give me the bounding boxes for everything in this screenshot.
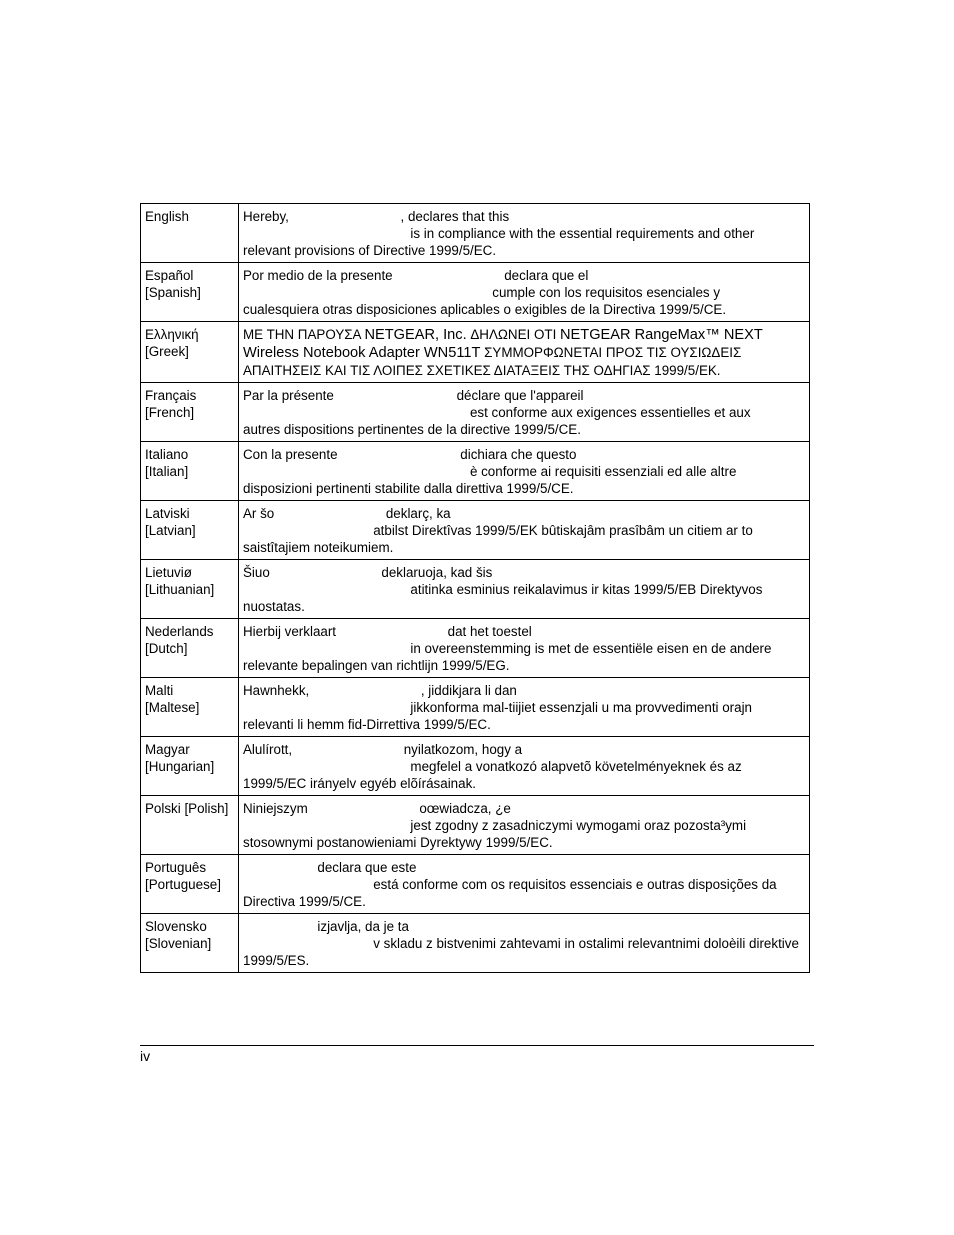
declaration-text-segment: NETGEAR RangeMax™ NEXT [560,327,763,343]
declaration-row [141,855,810,914]
declaration-line: relevante bepalingen van richtlijn 1999/5/EG. [243,658,510,673]
declaration-row [141,560,810,619]
language-cell: Português [Portuguese] [141,855,239,914]
declaration-row [141,322,810,383]
declaration-text-cell [239,796,810,855]
declaration-line: relevant provisions of Directive 1999/5/EC. [243,243,497,258]
declaration-line [243,344,805,362]
declaration-line: 1999/5/ES. [243,953,310,968]
declaration-line: izjavlja, da je ta [243,919,409,934]
declaration-line: saistîtajiem noteikumiem. [243,540,394,555]
declaration-line: disposizioni pertinenti stabilite dalla direttiva 1999/5/CE. [243,481,574,496]
declaration-text-cell [239,560,810,619]
declaration-row [141,678,810,737]
declaration-row [141,501,810,560]
footer-divider [140,1045,814,1046]
declaration-row [141,204,810,263]
declaration-line: 1999/5/EC irányelv egyéb elõírásainak. [243,776,476,791]
language-cell: Ελληνική [Greek] [141,322,239,383]
declaration-line: cumple con los requisitos esenciales y [243,285,721,300]
declaration-line [243,326,805,344]
declaration-row [141,914,810,973]
declaration-line: Directiva 1999/5/CE. [243,894,366,909]
declaration-line: cualesquiera otras disposiciones aplicables o exigibles de la Directiva 1999/5/CE. [243,302,727,317]
declaration-line: está conforme com os requisitos essenciais e outras disposições da [243,877,777,892]
declaration-line: relevanti li hemm fid-Dirrettiva 1999/5/EC. [243,717,491,732]
declaration-line: ΑΠΑΙΤΗΣΕΙΣ ΚΑΙ ΤΙΣ ΛΟΙΠΕΣ ΣΧΕΤΙΚΕΣ ΔΙΑΤΑΞΕΙΣ ΤΗΣ ΟΔΗΓΙΑΣ 1999/5/ΕΚ. [243,363,721,378]
declaration-line: Niniejszym oœwiadcza, ¿e [243,801,511,816]
declaration-line: jikkonforma mal-tiijiet essenzjali u ma provvedimenti orajn [243,700,753,715]
declaration-line: nuostatas. [243,599,305,614]
declaration-line: Alulírott, nyilatkozom, hogy a [243,742,523,757]
language-cell: Français [French] [141,383,239,442]
declaration-text-cell [239,322,810,383]
declaration-text-cell [239,678,810,737]
declaration-line: atitinka esminius reikalavimus ir kitas 1999/5/EB Direktyvos [243,582,763,597]
declaration-text-cell [239,442,810,501]
declaration-line: Hawnhekk, , jiddikjara li dan [243,683,517,698]
declaration-text-cell [239,204,810,263]
page-number: iv [140,1048,151,1064]
declaration-line: Por medio de la presente declara que el [243,268,589,283]
declaration-line: is in compliance with the essential requirements and other [243,226,755,241]
language-cell: Malti [Maltese] [141,678,239,737]
language-cell: Polski [Polish] [141,796,239,855]
declaration-line: declara que este [243,860,417,875]
language-cell: English [141,204,239,263]
language-cell: Magyar [Hungarian] [141,737,239,796]
declaration-text-cell [239,737,810,796]
declaration-row [141,737,810,796]
declaration-line: atbilst Direktîvas 1999/5/EK bûtiskajâm prasîbâm un citiem ar to [243,523,753,538]
language-cell: Español [Spanish] [141,263,239,322]
declaration-line: Hereby, , declares that this [243,209,510,224]
declaration-table-body [141,204,810,973]
language-cell: Lietuviø [Lithuanian] [141,560,239,619]
declaration-text-segment: Wireless Notebook Adapter WN511T [243,345,481,361]
declaration-line: Con la presente dichiara che questo [243,447,577,462]
language-cell: Slovensko [Slovenian] [141,914,239,973]
declaration-line: Šiuo deklaruoja, kad šis [243,565,493,580]
declaration-line: jest zgodny z zasadniczymi wymogami oraz pozosta³ymi [243,818,747,833]
language-cell: Nederlands [Dutch] [141,619,239,678]
declaration-text-cell [239,383,810,442]
declaration-text-cell [239,619,810,678]
declaration-line: megfelel a vonatkozó alapvetõ követelményeknek és az [243,759,742,774]
declaration-text-segment: ΔΗΛΩΝΕΙ ΟΤΙ [466,327,561,342]
declaration-text-cell [239,914,810,973]
language-cell: Latviski [Latvian] [141,501,239,560]
declaration-line: Par la présente déclare que l'appareil [243,388,584,403]
declaration-text-cell [239,501,810,560]
declaration-of-conformity-table [140,203,810,973]
declaration-row [141,263,810,322]
declaration-line: in overeenstemming is met de essentiële eisen en de andere [243,641,772,656]
declaration-text-segment: ΣΥΜΜΟΡΦΩΝΕΤΑΙ ΠΡΟΣ ΤΙΣ ΟΥΣΙΩΔΕΙΣ [480,345,742,360]
declaration-line: v skladu z bistvenimi zahtevami in ostalimi relevantnimi doloèili direktive [243,936,799,951]
declaration-row [141,383,810,442]
declaration-line: autres dispositions pertinentes de la directive 1999/5/CE. [243,422,581,437]
declaration-line: stosownymi postanowieniami Dyrektywy 1999/5/EC. [243,835,553,850]
declaration-line: est conforme aux exigences essentielles et aux [243,405,751,420]
declaration-row [141,619,810,678]
declaration-line: Hierbij verklaart dat het toestel [243,624,532,639]
language-cell: Italiano [Italian] [141,442,239,501]
declaration-line: è conforme ai requisiti essenziali ed alle altre [243,464,737,479]
declaration-text-cell [239,855,810,914]
declaration-text-segment: NETGEAR, Inc. [364,327,467,343]
declaration-text-segment: ΜΕ ΤΗΝ ΠΑΡΟΥΣΑ [243,327,365,342]
declaration-text-cell [239,263,810,322]
declaration-row [141,442,810,501]
declaration-row [141,796,810,855]
declaration-line: Ar šo deklarç, ka [243,506,451,521]
